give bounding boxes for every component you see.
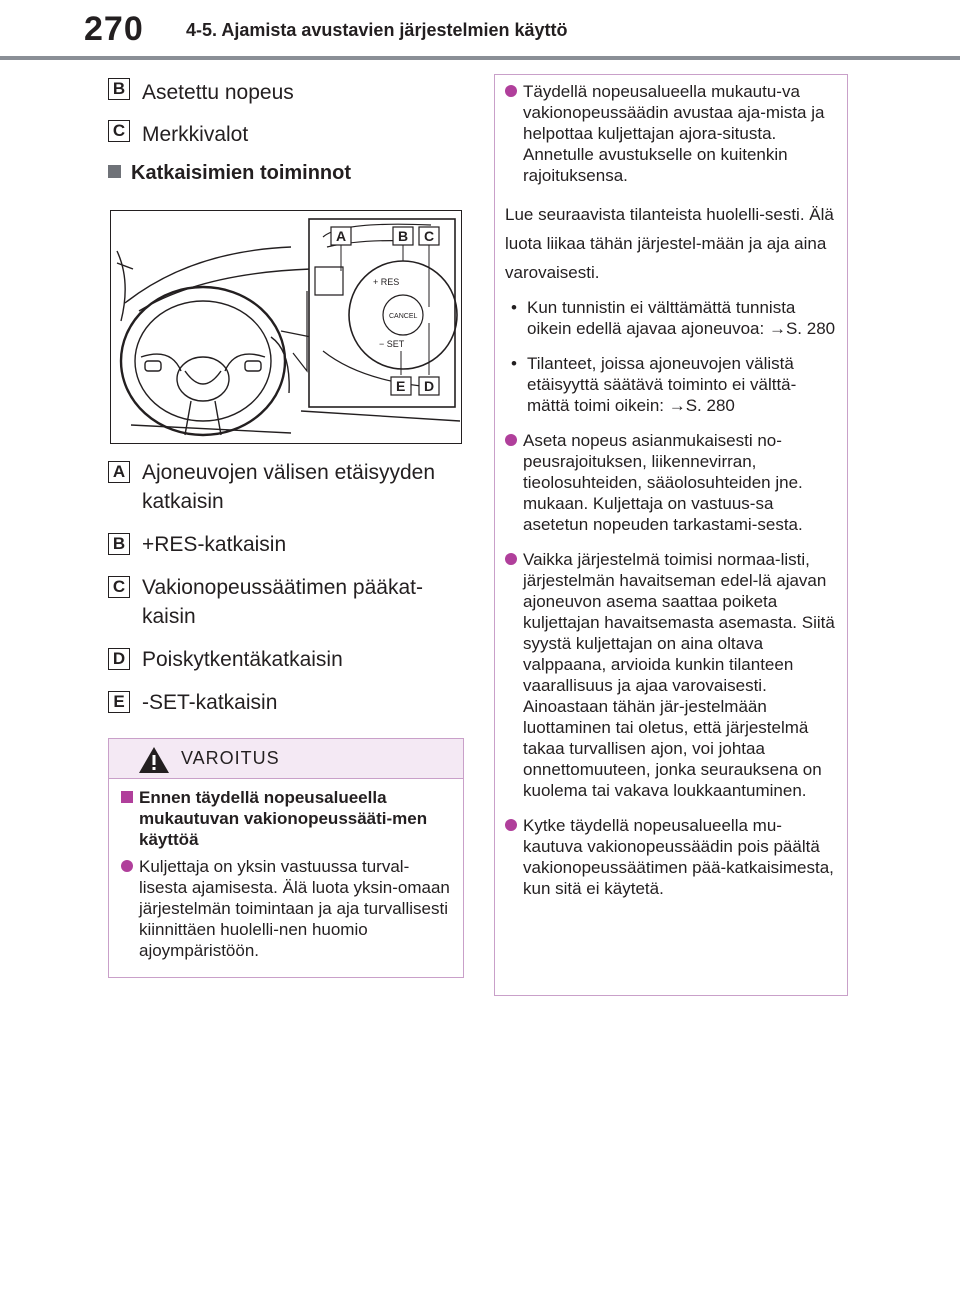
switch-label-c xyxy=(108,573,468,631)
warning-subheading xyxy=(121,787,453,850)
switch-label-d-text: Poiskytkentäkatkaisin xyxy=(142,648,343,671)
warning-bullet-text: Kuljettaja on yksin vastuussa turval-lisesta ajamisesta. Älä luota yksin-omaan järjestelmän toimintaan ja aja turvallisesti kiinnittäen huolelli-nen huomio ajoympäristöön. xyxy=(139,857,450,960)
warning-subheading-text: Ennen täydellä nopeusalueella mukautuvan vakionopeussääti-men käyttöä xyxy=(139,788,428,849)
section-title: 4-5. Ajamista avustavien järjestelmien käyttö xyxy=(186,20,568,40)
right-bullet-2 xyxy=(505,430,837,535)
page-number: 270 xyxy=(84,10,144,48)
label-text-set-speed: Asetettu nopeus xyxy=(142,81,294,104)
header-rule xyxy=(0,56,960,60)
switch-label-e-text: -SET-katkaisin xyxy=(142,691,278,714)
label-text-indicators: Merkkivalot xyxy=(142,123,249,146)
bullet-dot-icon xyxy=(121,860,133,872)
page-header xyxy=(0,0,960,60)
switch-label-a-text: Ajoneuvojen välisen etäisyyden katkaisin xyxy=(142,461,436,513)
set-label: − SET xyxy=(379,339,405,349)
steering-wheel-svg xyxy=(111,211,460,442)
switch-label-list xyxy=(108,458,468,731)
bullet-dot-icon xyxy=(505,85,517,97)
right-bullet-1-text: Täydellä nopeusalueella mukautu-va vakionopeussäädin avustaa aja-mista ja helpottaa kuljettajan ajora-situsta. Annetulle avustukselle on kuitenkin rajoituksensa. xyxy=(523,82,825,185)
right-bullet-2-text: Aseta nopeus asianmukaisesti no-peusrajoituksen, liikennevirran, tieolosuhteiden, sääolosuhteiden jne. mukaan. Kuljettaja on vastuus-sa asetetun nopeuden tarkastami-sesta. xyxy=(523,431,803,534)
right-bullet-1 xyxy=(505,81,837,186)
right-warning-continuation xyxy=(494,74,848,996)
switch-label-e xyxy=(108,688,468,717)
switch-label-a xyxy=(108,458,468,516)
right-dash-1-text: Kun tunnistin ei välttämättä tunnista oikein edellä ajavaa ajoneuvoa: →S. 280 xyxy=(527,298,836,338)
res-label: + RES xyxy=(373,277,400,287)
label-box-c: C xyxy=(108,576,130,598)
switch-label-d xyxy=(108,645,468,674)
label-row-indicators xyxy=(108,118,468,160)
callout-c: C xyxy=(424,228,435,244)
cancel-label: CANCEL xyxy=(389,313,418,320)
callout-a: A xyxy=(336,228,347,244)
label-box-e: E xyxy=(108,691,130,713)
top-label-list xyxy=(108,76,468,160)
right-bullet-3-text: Vaikka järjestelmä toimisi normaa-listi, järjestelmän havaitseman edel-lä ajavan ajoneuvon asema saattaa poiketa kuljettajan havaitsemasta asemasta. Siitä syystä kuljettajan on aina oltava valppaana, arvioida kunkin tilanteen vaarallisuus ja ajaa varovaisesti. Ainoastaan tähän jär-jestelmään luottaminen tai oletus, että järjestelmä takaa turvallisen ajon, voi johtaa onnettomuuteen, jonka seurauksena on kuolema tai vakava loukkaantuminen. xyxy=(523,550,835,800)
callout-b: B xyxy=(398,228,409,244)
label-box-b: B xyxy=(108,533,130,555)
callout-d: D xyxy=(424,378,435,394)
right-bullet-3 xyxy=(505,549,837,801)
right-dash-2-text: Tilanteet, joissa ajoneuvojen välistä etäisyyttä säätävä toiminto ei välttä-mättä toimi oikein: →S. 280 xyxy=(527,354,797,415)
right-bullet-4-text: Kytke täydellä nopeusalueella mu-kautuva vakionopeussäädin pois päältä vakionopeussäätimen pää-katkaisimesta, kun sitä ei käytetä. xyxy=(523,816,834,898)
right-dash-2 xyxy=(505,353,837,416)
label-box-c: C xyxy=(108,120,130,142)
bullet-dot-icon xyxy=(505,434,517,446)
bullet-dot-icon xyxy=(505,819,517,831)
warning-box xyxy=(108,738,464,978)
dash-marker: • xyxy=(511,354,517,373)
switches-heading-text: Katkaisimien toiminnot xyxy=(131,162,352,184)
switch-label-b xyxy=(108,530,468,559)
warning-title: VAROITUS xyxy=(181,748,280,768)
switches-heading xyxy=(108,162,351,185)
dash-marker: • xyxy=(511,298,517,317)
right-paragraph: Lue seuraavista tilanteista huolelli-sesti. Älä luota liikaa tähän järjestel-mään ja aja aina varovaisesti. xyxy=(505,205,834,282)
right-dash-1 xyxy=(505,297,837,339)
steering-wheel-illustration xyxy=(110,210,462,444)
label-row-set-speed xyxy=(108,76,468,118)
bullet-dot-icon xyxy=(505,553,517,565)
warning-body xyxy=(109,779,463,961)
label-box-b: B xyxy=(108,78,130,100)
switch-label-c-text: Vakionopeussäätimen pääkat-kaisin xyxy=(142,576,423,628)
warning-square-icon xyxy=(121,791,133,803)
callout-e: E xyxy=(396,378,406,394)
warning-bullet xyxy=(121,856,453,961)
warning-triangle-icon xyxy=(137,745,171,775)
steering-hub xyxy=(177,357,229,401)
label-box-a: A xyxy=(108,461,130,483)
label-box-d: D xyxy=(108,648,130,670)
heading-square-icon xyxy=(108,165,121,178)
pillar-line xyxy=(117,251,125,321)
warning-header xyxy=(109,739,463,779)
right-bullet-4 xyxy=(505,815,837,899)
switch-label-b-text: +RES-katkaisin xyxy=(142,533,287,556)
